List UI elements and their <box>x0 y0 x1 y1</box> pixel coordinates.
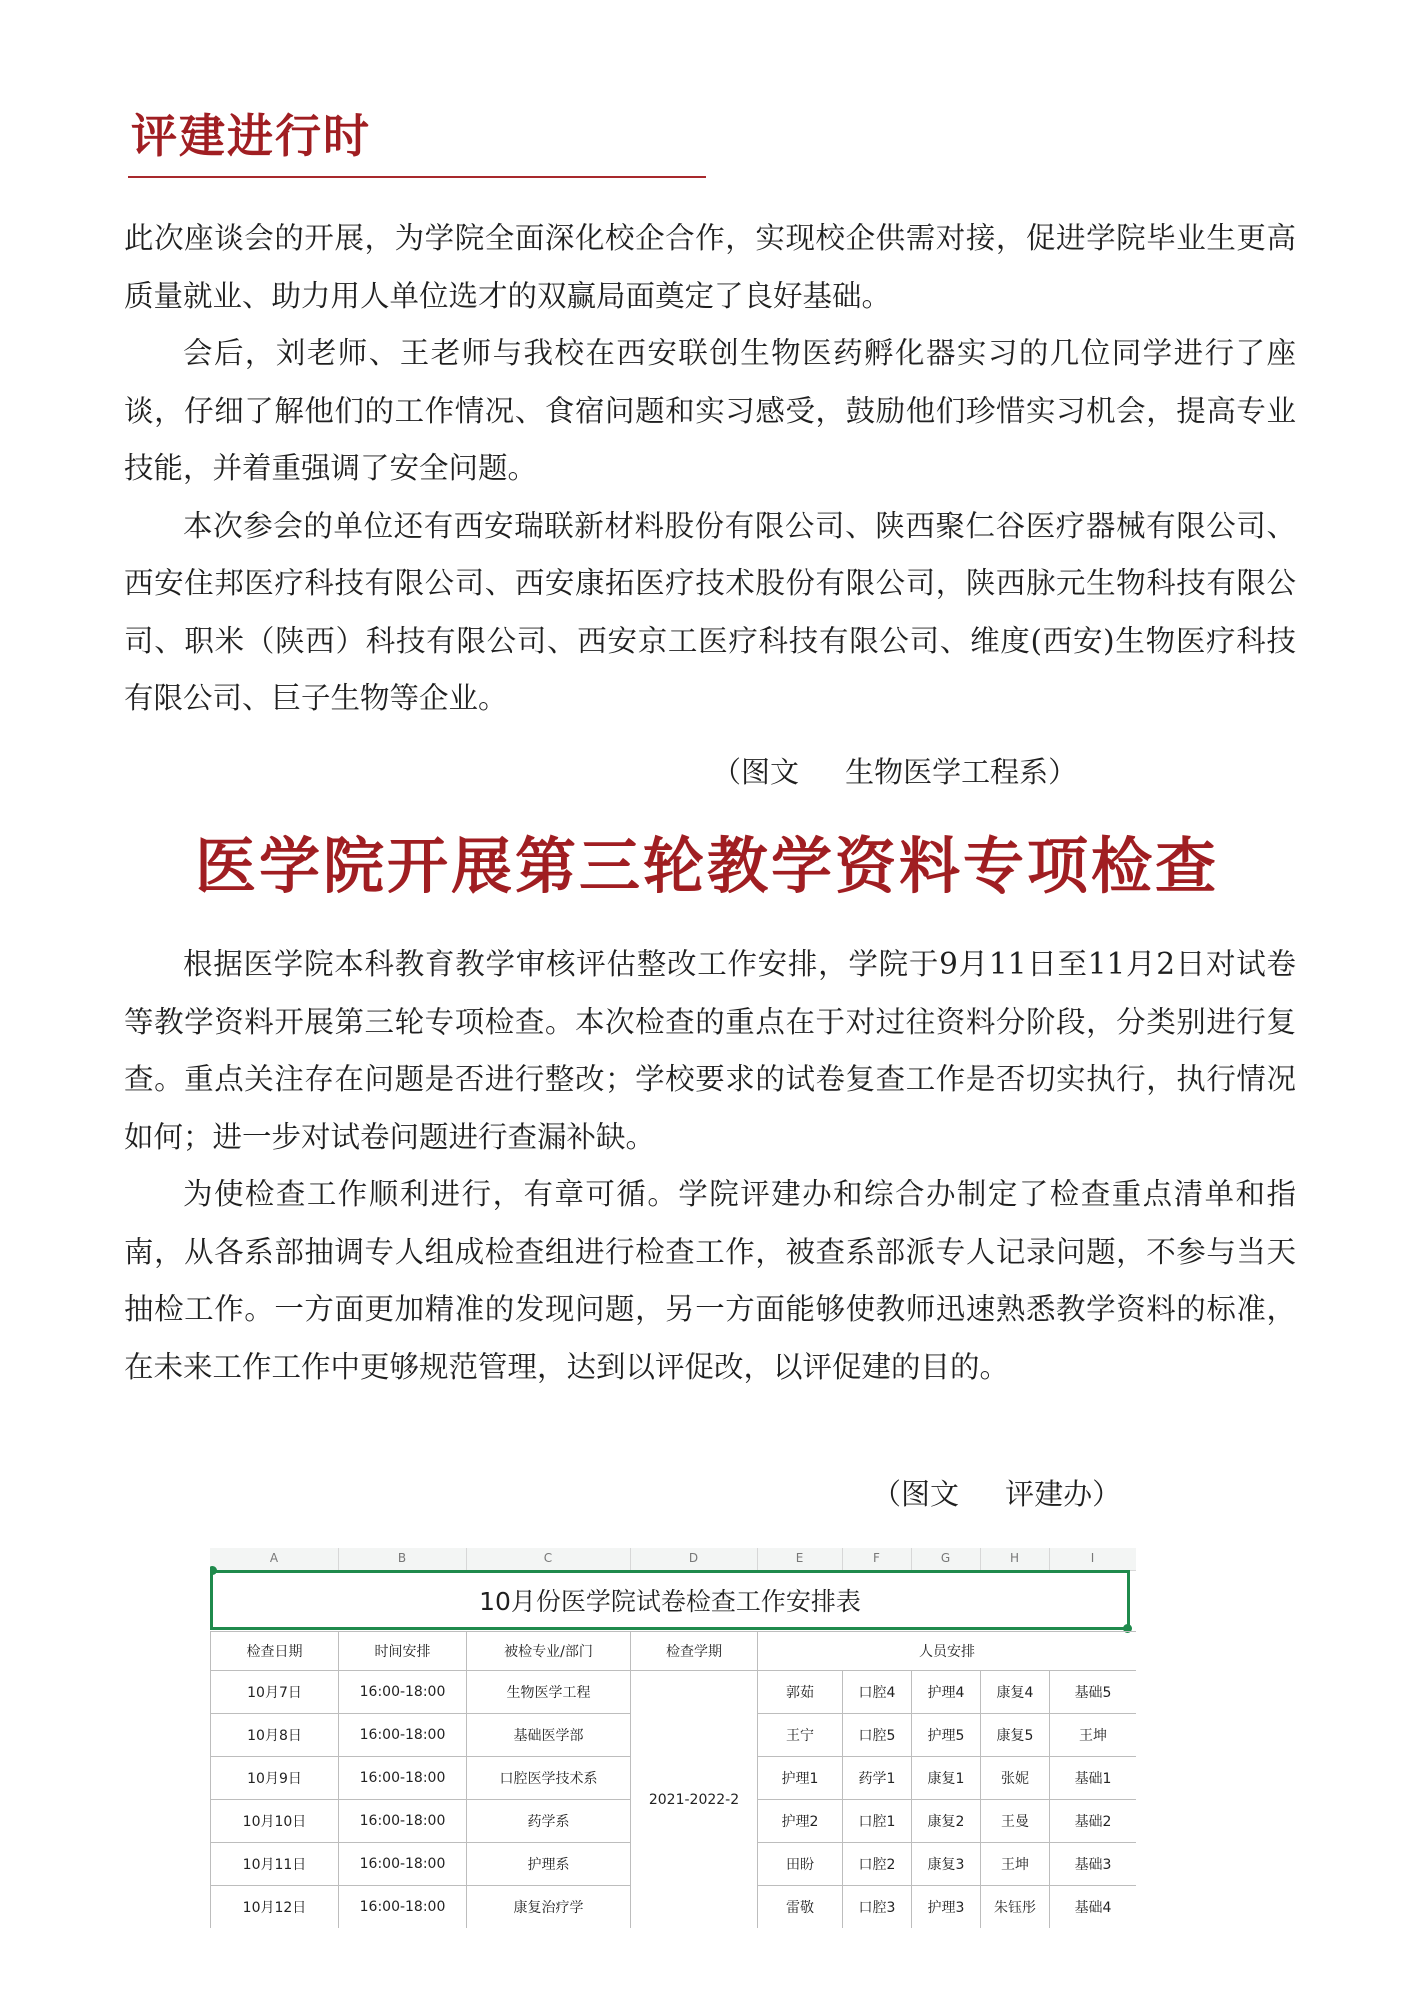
column-letter: E <box>795 1551 804 1565</box>
cell-date: 10月7日 <box>211 1671 339 1714</box>
article2-paragraph: 根据医学院本科教育教学审核评估整改工作安排，学院于9月11日至11月2日对试卷等教学资料开展第三轮专项检查。本次检查的重点在于对过往资料分阶段，分类别进行复查。重点关注存在问题是否进行整改；学校要求的试卷复查工作是否切实执行，执行情况如何；进一步对试卷问题进行查漏补缺。 <box>124 947 1296 1154</box>
cell-staff: 护理2 <box>758 1800 843 1843</box>
cell-staff: 基础1 <box>1050 1757 1137 1800</box>
article1-credit: （图文 生物医学工程系） <box>712 755 1078 789</box>
selected-title-cell <box>210 1570 1130 1630</box>
cell-dept: 基础医学部 <box>467 1714 631 1757</box>
section-divider <box>128 176 706 178</box>
cell-term: 2021-2022-2 <box>631 1671 758 1929</box>
article2-credit: （图文 评建办） <box>872 1477 1122 1511</box>
cell-time: 16:00-18:00 <box>339 1714 467 1757</box>
column-letter: D <box>688 1551 699 1565</box>
column-header-bar <box>210 1548 1136 1571</box>
cell-dept: 护理系 <box>467 1843 631 1886</box>
cell-staff: 康复1 <box>912 1757 981 1800</box>
cell-staff: 基础3 <box>1050 1843 1137 1886</box>
column-letter: C <box>543 1551 553 1565</box>
header-cell-date: 检查日期 <box>211 1632 339 1671</box>
column-letter: F <box>873 1551 880 1565</box>
cell-date: 10月10日 <box>211 1800 339 1843</box>
header-cell-term: 检查学期 <box>631 1632 758 1671</box>
cell-staff: 基础4 <box>1050 1886 1137 1929</box>
cell-staff: 康复5 <box>981 1714 1050 1757</box>
cell-staff: 王坤 <box>1050 1714 1137 1757</box>
article-title: 医学院开展第三轮教学资料专项检查 <box>194 831 1219 902</box>
column-letter: I <box>1090 1551 1095 1565</box>
column-letter: G <box>940 1551 951 1565</box>
cell-date: 10月11日 <box>211 1843 339 1886</box>
cell-dept: 生物医学工程 <box>467 1671 631 1714</box>
section-title: 评建进行时 <box>131 109 371 163</box>
cell-staff: 口腔1 <box>843 1800 912 1843</box>
sheet-title: 10月份医学院试卷检查工作安排表 <box>479 1587 861 1616</box>
column-letter: H <box>1009 1551 1020 1565</box>
column-letter: A <box>269 1551 279 1565</box>
cell-staff: 雷敬 <box>758 1886 843 1929</box>
header-cell-dept: 被检专业/部门 <box>467 1632 631 1671</box>
cell-staff: 王宁 <box>758 1714 843 1757</box>
cell-staff: 药学1 <box>843 1757 912 1800</box>
cell-dept: 口腔医学技术系 <box>467 1757 631 1800</box>
article1-paragraph: 本次参会的单位还有西安瑞联新材料股份有限公司、陕西聚仁谷医疗器械有限公司、西安住邦医疗科技有限公司、西安康拓医疗技术股份有限公司，陕西脉元生物科技有限公司、职米（陕西）科技有限公司、西安京工医疗科技有限公司、维度(西安)生物医疗科技有限公司、巨子生物等企业。 <box>124 508 1296 715</box>
article2-paragraph: 为使检查工作顺利进行，有章可循。学院评建办和综合办制定了检查重点清单和指南，从各系部抽调专人组成检查组进行检查工作，被查系部派专人记录问题，不参与当天抽检工作。一方面更加精准的发现问题，另一方面能够使教师迅速熟悉教学资料的标准，在未来工作工作中更够规范管理，达到以评促改，以评促建的目的。 <box>124 1177 1296 1384</box>
cell-date: 10月12日 <box>211 1886 339 1929</box>
section-header <box>131 100 371 166</box>
cell-staff: 田盼 <box>758 1843 843 1886</box>
cell-date: 10月9日 <box>211 1757 339 1800</box>
cell-staff: 康复2 <box>912 1800 981 1843</box>
cell-time: 16:00-18:00 <box>339 1671 467 1714</box>
header-cell-staff: 人员安排 <box>758 1632 1137 1671</box>
cell-staff: 康复4 <box>981 1671 1050 1714</box>
cell-staff: 护理1 <box>758 1757 843 1800</box>
table-header-row <box>211 1632 1137 1671</box>
cell-dept: 康复治疗学 <box>467 1886 631 1929</box>
article1-paragraph: 此次座谈会的开展，为学院全面深化校企合作，实现校企供需对接，促进学院毕业生更高质量就业、助力用人单位选才的双赢局面奠定了良好基础。 <box>124 221 1296 313</box>
cell-staff: 口腔3 <box>843 1886 912 1929</box>
cell-staff: 张妮 <box>981 1757 1050 1800</box>
cell-staff: 郭茹 <box>758 1671 843 1714</box>
cell-staff: 基础5 <box>1050 1671 1137 1714</box>
cell-time: 16:00-18:00 <box>339 1843 467 1886</box>
article2-body <box>124 936 1296 1396</box>
cell-staff: 护理5 <box>912 1714 981 1757</box>
cell-staff: 康复3 <box>912 1843 981 1886</box>
cell-staff: 护理3 <box>912 1886 981 1929</box>
schedule-table <box>210 1631 1136 1928</box>
cell-staff: 朱钰彤 <box>981 1886 1050 1929</box>
cell-dept: 药学系 <box>467 1800 631 1843</box>
cell-time: 16:00-18:00 <box>339 1886 467 1929</box>
cell-staff: 王曼 <box>981 1800 1050 1843</box>
cell-date: 10月8日 <box>211 1714 339 1757</box>
cell-staff: 王坤 <box>981 1843 1050 1886</box>
cell-time: 16:00-18:00 <box>339 1757 467 1800</box>
cell-staff: 基础2 <box>1050 1800 1137 1843</box>
cell-time: 16:00-18:00 <box>339 1800 467 1843</box>
column-letter: B <box>397 1551 407 1565</box>
cell-staff: 护理4 <box>912 1671 981 1714</box>
spreadsheet-screenshot <box>210 1548 1136 1928</box>
header-cell-time: 时间安排 <box>339 1632 467 1671</box>
cell-staff: 口腔2 <box>843 1843 912 1886</box>
cell-staff: 口腔4 <box>843 1671 912 1714</box>
table-row <box>211 1671 1137 1714</box>
article1-paragraph: 会后，刘老师、王老师与我校在西安联创生物医药孵化器实习的几位同学进行了座谈，仔细了解他们的工作情况、食宿问题和实习感受，鼓励他们珍惜实习机会，提高专业技能，并着重强调了安全问题。 <box>124 336 1296 485</box>
cell-staff: 口腔5 <box>843 1714 912 1757</box>
article1-body <box>124 210 1296 728</box>
